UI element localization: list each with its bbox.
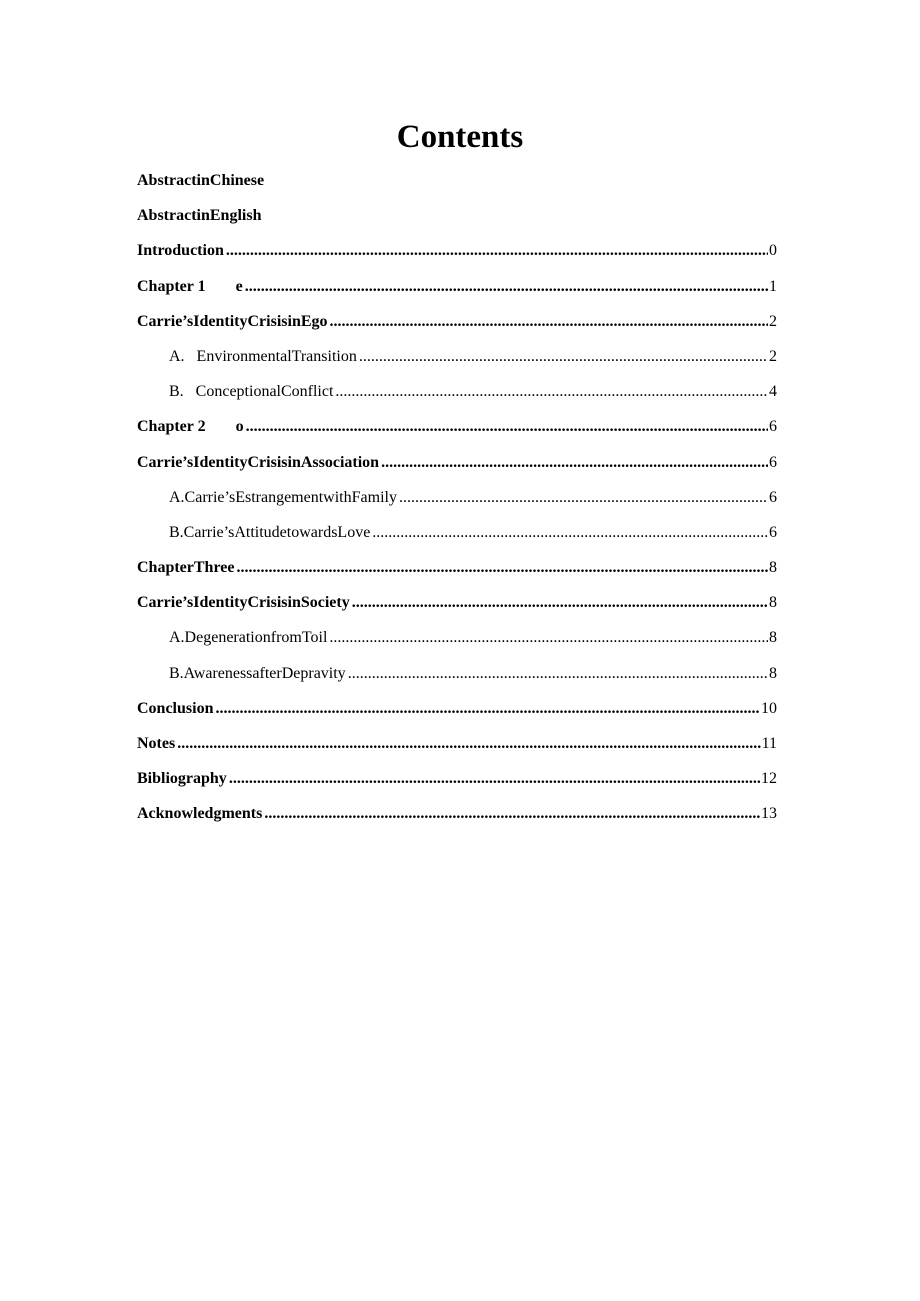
dot-leader (348, 660, 768, 688)
toc-subentry[interactable] (137, 378, 777, 413)
toc-entry-suffix: o (235, 418, 244, 436)
toc-entry-label: Notes (137, 735, 176, 752)
toc-entry-label: B. ConceptionalConflict (169, 383, 334, 401)
toc-entry-label: Conclusion (137, 699, 214, 717)
toc-entry-chapter: Chapter 1 (137, 277, 206, 295)
toc-entry-label: Carrie’sIdentityCrisisinAssociation (137, 453, 380, 471)
toc-page-number: 13 (761, 805, 777, 823)
toc-entry-chapter: Chapter 2 (137, 418, 206, 436)
toc-entry[interactable] (137, 273, 777, 308)
dot-leader (399, 484, 768, 512)
toc-entry-label: AbstractinEnglish (137, 207, 262, 225)
toc-entry[interactable] (137, 765, 777, 800)
toc-page-number: 10 (761, 699, 777, 717)
toc-entry-suffix: e (235, 277, 243, 295)
dot-leader (330, 308, 768, 336)
toc-page-number: 8 (769, 594, 777, 612)
dot-leader (359, 343, 768, 371)
toc-page-number: 8 (769, 629, 777, 647)
toc-entry[interactable] (137, 167, 777, 202)
toc-entry-label: A.Carrie’sEstrangementwithFamily (169, 488, 397, 506)
toc-entry-label: Introduction (137, 242, 224, 260)
dot-leader (246, 413, 768, 441)
toc-page-number: 4 (769, 383, 777, 401)
toc-page-number: 6 (769, 418, 777, 436)
toc-page-number: 2 (769, 312, 777, 330)
toc-entry-label: Carrie’sIdentityCrisisinEgo (137, 312, 328, 330)
dot-leader (329, 624, 768, 652)
toc-entry-label: A. EnvironmentalTransition (169, 347, 357, 365)
toc-entry[interactable] (137, 800, 777, 835)
toc-subentry[interactable] (137, 484, 777, 519)
dot-leader (229, 765, 760, 793)
table-of-contents (137, 167, 777, 836)
toc-page-number: 2 (769, 347, 777, 365)
toc-page-number: 8 (769, 664, 777, 682)
toc-page-number: 8 (769, 559, 777, 577)
toc-entry-label: AbstractinChinese (137, 172, 265, 189)
toc-page-number: 1 (769, 277, 777, 295)
toc-entry-label: Carrie’sIdentityCrisisinSociety (137, 594, 350, 612)
toc-page-number: 6 (769, 453, 777, 471)
dot-leader (381, 449, 768, 477)
toc-entry-label: A.DegenerationfromToil (169, 629, 328, 647)
dot-leader (352, 589, 768, 617)
toc-page-number: 6 (769, 488, 777, 506)
toc-entry[interactable] (137, 695, 777, 730)
toc-subentry[interactable] (137, 343, 777, 378)
dot-leader (245, 273, 768, 301)
toc-entry-label: B.Carrie’sAttitudetowardsLove (169, 523, 371, 541)
toc-subentry[interactable] (137, 519, 777, 554)
toc-entry[interactable] (137, 730, 777, 765)
toc-entry-label (137, 413, 244, 441)
toc-entry[interactable] (137, 237, 777, 272)
dot-leader (226, 237, 768, 265)
toc-page-number: 6 (769, 523, 777, 541)
dot-leader (177, 730, 760, 758)
toc-entry[interactable] (137, 449, 777, 484)
toc-entry-label: B.AwarenessafterDepravity (169, 664, 346, 682)
toc-subentry[interactable] (137, 624, 777, 659)
dot-leader (215, 695, 760, 723)
toc-entry[interactable] (137, 202, 777, 237)
dot-leader (335, 378, 768, 406)
toc-entry[interactable] (137, 589, 777, 624)
page-title: Contents (396, 119, 524, 155)
toc-entry-label: ChapterThree (137, 559, 235, 577)
toc-entry-label (137, 273, 243, 301)
toc-entry[interactable] (137, 554, 777, 589)
toc-page-number: 11 (761, 735, 777, 752)
toc-entry-label: Bibliography (137, 770, 227, 788)
toc-page-number: 0 (769, 242, 777, 260)
dot-leader (236, 554, 768, 582)
toc-entry-label: Acknowledgments (137, 805, 263, 823)
toc-page-number: 12 (761, 770, 777, 788)
dot-leader (264, 800, 760, 828)
toc-entry[interactable] (137, 413, 777, 448)
dot-leader (372, 519, 768, 547)
toc-entry[interactable] (137, 308, 777, 343)
toc-subentry[interactable] (137, 660, 777, 695)
